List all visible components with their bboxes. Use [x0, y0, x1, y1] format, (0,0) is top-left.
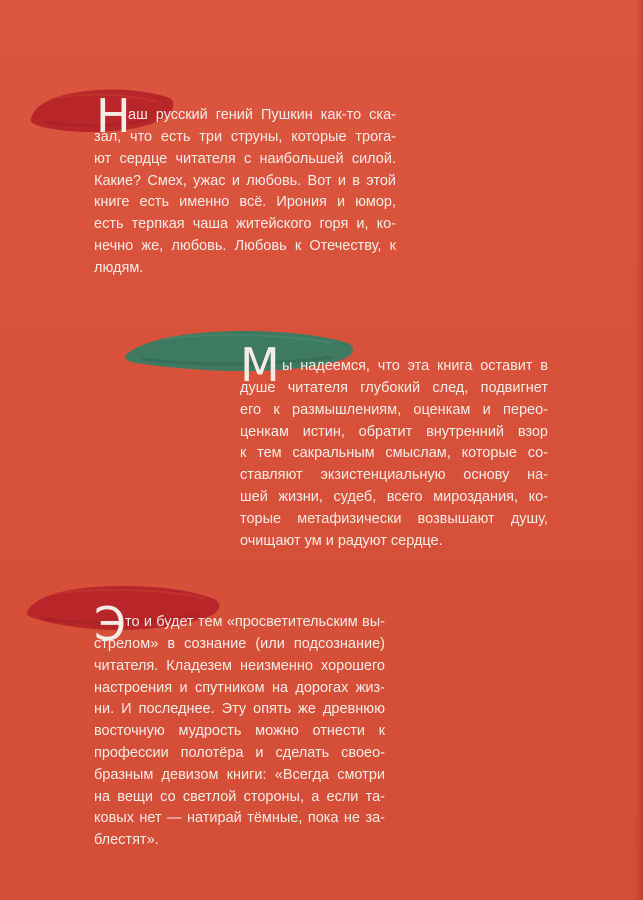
- drop-cap: М: [240, 338, 280, 392]
- text-line: шей жизни, судеб, всего мироздания, ко-: [240, 488, 548, 505]
- text-line: очищают ум и радуют сердце.: [240, 532, 443, 549]
- text-line: блестят».: [94, 832, 159, 849]
- text-line: книге есть именно всё. Ирония и юмор,: [94, 194, 396, 211]
- cover-edge-shadow: [635, 0, 643, 900]
- text-line: ценкам истин, обратит внутренний взор: [240, 423, 548, 440]
- text-line: его к размышлениям, оценкам и переo-: [240, 401, 548, 418]
- text-line: аш русский гений Пушкин как-то ска-: [128, 107, 396, 123]
- drop-cap: Э: [94, 597, 127, 651]
- text-line: Какие? Смех, ужас и любовь. Вот и в этой: [94, 172, 396, 189]
- text-line: профессии полотёра и сделать своео-: [94, 744, 385, 761]
- text-line: ют сердце читателя с наибольшей силой.: [94, 150, 396, 167]
- drop-cap: Н: [96, 89, 131, 143]
- text-line: к тем сакральным смыслам, которые со-: [240, 445, 548, 462]
- text-line: ни. И последнее. Эту опять же древнюю: [94, 701, 385, 718]
- text-line: на вещи со светлой стороны, а если та-: [94, 788, 385, 805]
- text-line: торые метафизически возвышают душу,: [240, 510, 548, 527]
- paragraph-3-body: [94, 634, 385, 852]
- paragraph-1-body: [94, 127, 396, 280]
- paragraph-2: [282, 356, 548, 378]
- text-line: душе читателя глубокий след, подвигнет: [240, 380, 548, 396]
- text-line: есть терпкая чаша житейского горя и, ко-: [94, 216, 396, 233]
- text-line: ы надеемся, что эта книга оставит в: [282, 358, 548, 374]
- text-line: стрелом» в сознание (или подсознание): [94, 636, 385, 652]
- text-line: бразным девизом книги: «Всегда смотри: [94, 766, 385, 783]
- paragraph-2-body: [240, 378, 548, 552]
- text-line: восточную мудрость можно отнести к: [94, 723, 385, 740]
- paragraph-1: [128, 105, 396, 127]
- text-line: зал, что есть три струны, которые трога-: [94, 129, 396, 145]
- text-line: настроения и спутником на дорогах жиз-: [94, 679, 385, 696]
- text-line: читателя. Кладезем неизменно хорошего: [94, 657, 385, 674]
- text-line: то и будет тем «просветительским вы-: [125, 614, 385, 630]
- paragraph-3: [125, 612, 385, 634]
- text-line: ковых нет — натирай тёмные, пока не за-: [94, 810, 385, 827]
- text-line: людям.: [94, 259, 144, 276]
- text-line: нечно же, любовь. Любовь к Отечеству, к: [94, 237, 396, 254]
- text-line: ставляют экзистенциальную основу на-: [240, 467, 548, 484]
